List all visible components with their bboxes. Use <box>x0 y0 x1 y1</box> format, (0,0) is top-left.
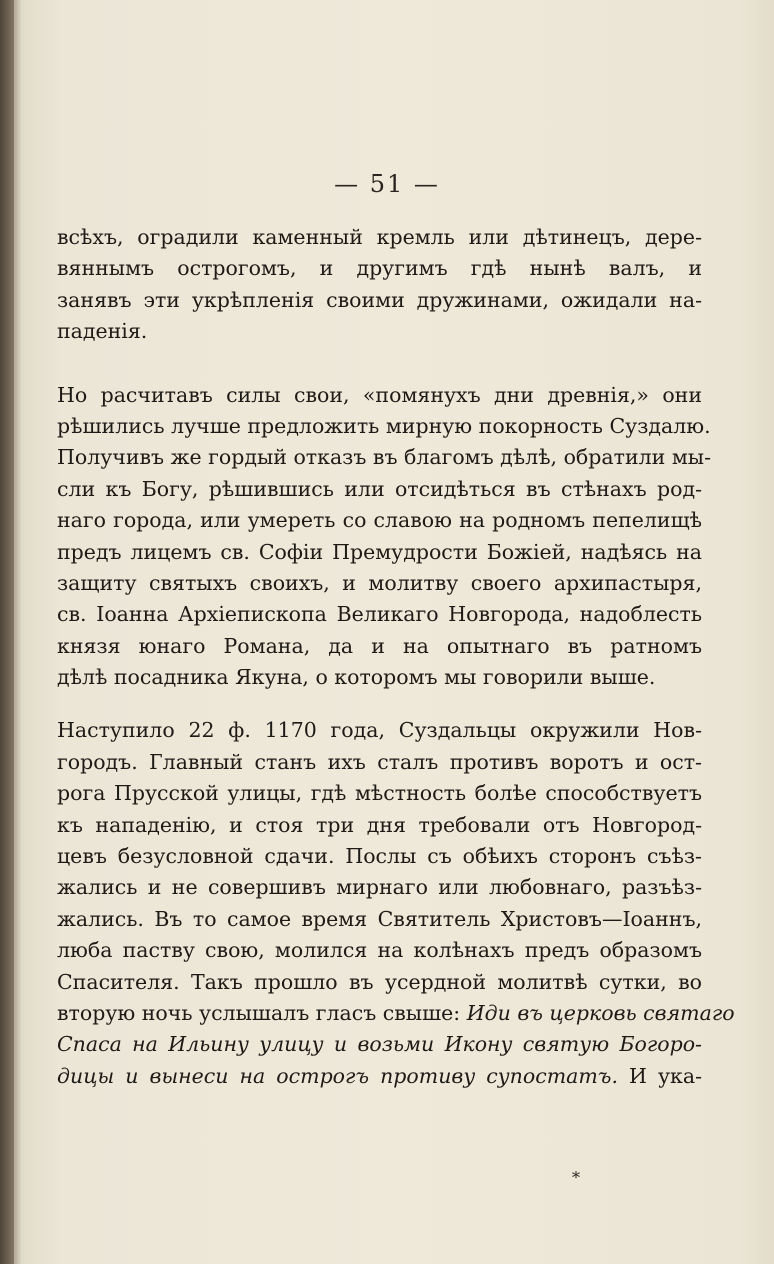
text-line: наго города, или умереть со славою на родномъ пепелищѣ <box>57 508 702 533</box>
text-line: дѣлѣ посадника Якуна, о которомъ мы говорили выше. <box>57 665 656 690</box>
text-line: жались. Въ то самое время Святитель Христовъ—Іоаннъ, <box>57 906 702 931</box>
text-line: Получивъ же гордый отказъ въ благомъ дѣлѣ, обратили мы- <box>57 445 712 470</box>
text-line: Спасителя. Такъ прошло въ усердной молитвѣ сутки, во <box>57 969 702 994</box>
text-line: защиту святыхъ своихъ, и молитву своего архипастыря, <box>57 570 702 595</box>
text-line: рѣшились лучше предложить мирную покорность Суздалю. <box>57 413 711 438</box>
paragraph-2 <box>57 380 712 694</box>
text-line: всѣхъ, оградили каменный кремль или дѣтинецъ, дере- <box>57 225 702 249</box>
italic-quote-line: Спаса на Ильину улицу и возьми Икону святую Богоро- <box>57 1032 702 1057</box>
text-line: рога Прусской улицы, гдѣ мѣстность болѣе способствуетъ <box>57 781 702 806</box>
text-line: предъ лицемъ св. Софіи Премудрости Божіей, надѣясь на <box>57 539 702 564</box>
signature-mark: * <box>572 1168 580 1187</box>
text-line-with-italic <box>57 998 735 1029</box>
text-line: сли къ Богу, рѣшившись или отсидѣться въ стѣнахъ род- <box>57 476 702 501</box>
page-number: — 51 — <box>334 170 440 198</box>
italic-quote-run: дицы и вынеси на острогъ противу супостатъ. <box>57 1063 618 1088</box>
text-line-with-italic <box>57 1061 702 1092</box>
text-line: люба паству свою, молился на колѣнахъ предъ образомъ <box>57 938 702 963</box>
text-run: И ука- <box>617 1063 702 1088</box>
paragraph-1 <box>57 222 702 348</box>
text-line: паденія. <box>57 319 148 344</box>
text-line: Наступило 22 ф. 1170 года, Суздальцы окружили Нов- <box>57 718 702 743</box>
text-line: Но расчитавъ силы свои, «помянухъ дни древнія,» они <box>57 382 702 407</box>
text-line: къ нападенію, и стоя три дня требовали отъ Новгород- <box>57 812 702 837</box>
text-line: цевъ безусловной сдачи. Послы съ обѣихъ сторонъ съѣз- <box>57 844 702 869</box>
italic-quote-run: Иди въ церковь святаго <box>460 1000 735 1025</box>
text-line: жались и не совершивъ мирнаго или любовнаго, разъѣз- <box>57 875 702 900</box>
text-run: вторую ночь услышалъ гласъ свыше: <box>57 1000 461 1025</box>
paragraph-3 <box>57 715 735 1092</box>
body-text <box>57 222 735 1092</box>
text-line: князя юнаго Романа, да и на опытнаго въ ратномъ <box>57 633 702 658</box>
text-line: занявъ эти укрѣпленія своими дружинами, ожидали на- <box>57 287 702 312</box>
text-line: вяннымъ острогомъ, и другимъ гдѣ нынѣ валъ, и <box>57 256 702 281</box>
text-line: св. Іоанна Архіепископа Великаго Новгорода, надоблесть <box>57 602 702 627</box>
text-line: городъ. Главный станъ ихъ сталъ противъ воротъ и ост- <box>57 749 702 774</box>
